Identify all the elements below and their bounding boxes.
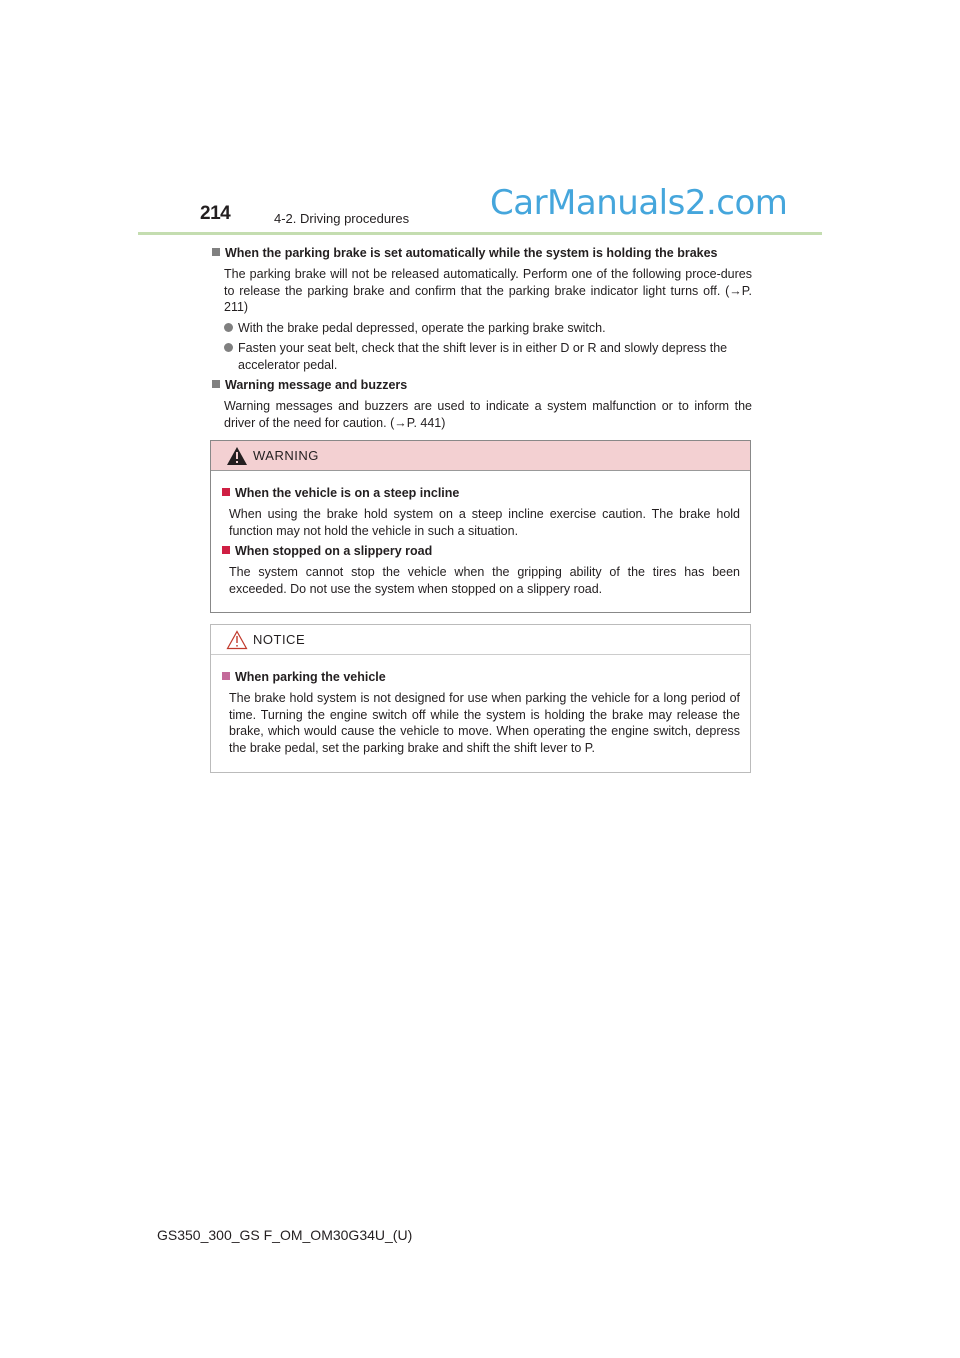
- warning-item-text: When using the brake hold system on a steep incline exercise caution. The brake hold function may not hold the vehicle in such a situation.: [229, 507, 740, 538]
- warning-box: [210, 440, 751, 613]
- circle-bullet-icon: [224, 323, 233, 332]
- watermark-logo: CarManuals2.com: [490, 183, 788, 223]
- notice-box: [210, 624, 751, 773]
- square-bullet-icon: [222, 672, 230, 680]
- square-bullet-icon: [222, 488, 230, 496]
- list-item: With the brake pedal depressed, operate the parking brake switch.: [224, 320, 752, 337]
- notice-title: NOTICE: [253, 632, 306, 647]
- square-bullet-icon: [212, 380, 220, 388]
- document-footer: GS350_300_GS F_OM_OM30G34U_(U): [157, 1227, 413, 1243]
- header-divider: [138, 232, 822, 235]
- main-content: [212, 245, 752, 431]
- section-text-parking-brake: The parking brake will not be released automatically. Perform one of the following proce-dures to release the parking brake and confirm that the parking brake indicator light turns off. (→P. 211): [224, 267, 752, 314]
- section-heading-warning-message: Warning message and buzzers: [212, 377, 752, 394]
- section-title: 4-2. Driving procedures: [274, 211, 410, 226]
- warning-header: [211, 441, 750, 471]
- notice-header: [211, 625, 750, 655]
- list-item: Fasten your seat belt, check that the shift lever is in either D or R and slowly depress the accelerator pedal.: [224, 340, 752, 373]
- section-heading-parking-brake: When the parking brake is set automatically while the system is holding the brakes: [212, 245, 752, 262]
- warning-title: WARNING: [253, 448, 319, 463]
- page-number: 214: [200, 203, 231, 224]
- notice-triangle-icon: [226, 630, 248, 650]
- section-text-warning-message: Warning messages and buzzers are used to indicate a system malfunction or to inform the driver of the need for caution. (→P. 441): [224, 399, 752, 430]
- warning-item-heading: When stopped on a slippery road: [222, 543, 740, 560]
- warning-item-text: The system cannot stop the vehicle when the gripping ability of the tires has been exceeded. Do not use the system when stopped on a slippery road.: [229, 565, 740, 596]
- square-bullet-icon: [212, 248, 220, 256]
- warning-triangle-icon: [226, 446, 248, 466]
- notice-item-heading: When parking the vehicle: [222, 669, 740, 686]
- warning-item-heading: When the vehicle is on a steep incline: [222, 485, 740, 502]
- square-bullet-icon: [222, 546, 230, 554]
- circle-bullet-icon: [224, 343, 233, 352]
- notice-item-text: The brake hold system is not designed for use when parking the vehicle for a long period of time. Turning the engine switch off while the system is holding the brake may release the brake, which would cause the vehicle to move. When operating the engine switch, depress the brake pedal, set the parking brake and shift the shift lever to P.: [229, 691, 740, 755]
